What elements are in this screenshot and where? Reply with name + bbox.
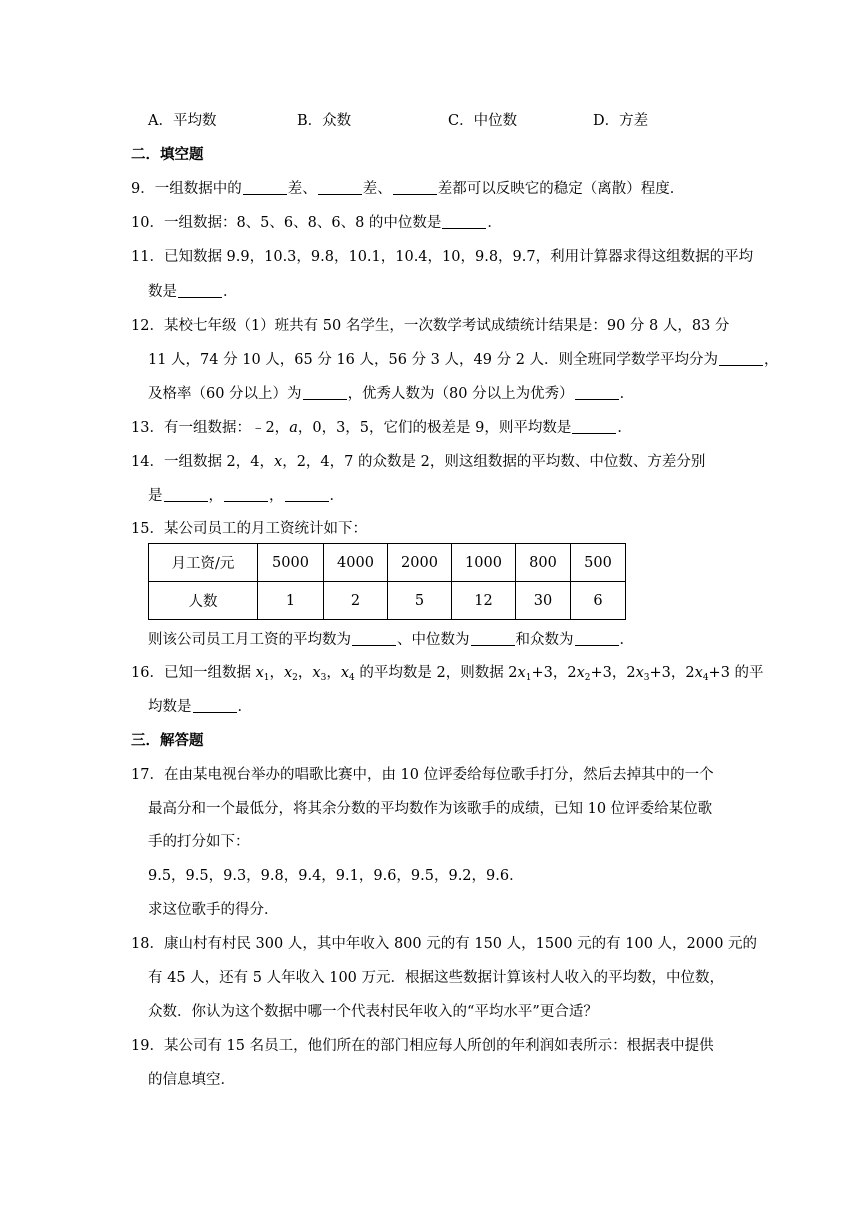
question-number: 11． — [131, 249, 164, 265]
answer-blank[interactable] — [318, 180, 362, 195]
variable-x: x — [340, 665, 350, 681]
table-row — [149, 544, 626, 582]
subscript: 2 — [584, 673, 591, 683]
question-16-line-2 — [148, 697, 252, 717]
answer-blank[interactable] — [572, 419, 616, 434]
question-18 — [131, 934, 757, 954]
table-cell: 1000 — [452, 544, 516, 582]
question-text: ，2，4，7 的众数是 2，则这组数据的平均数、中位数、方差分别 — [282, 454, 706, 470]
section-heading-fill-blank: 二．填空题 — [131, 147, 204, 163]
question-17-line-3: 手的打分如下： — [148, 834, 250, 850]
subscript: 2 — [292, 673, 298, 683]
question-number: 19． — [131, 1038, 164, 1054]
option-d: D．方差 — [593, 113, 649, 129]
question-text: 已知数据 9.9，10.3，9.8，10.1，10.4，10，9.8，9.7，利用计算器求得这组数据的平均 — [163, 249, 754, 265]
variable-x: x — [283, 665, 293, 681]
answer-blank[interactable] — [303, 385, 347, 400]
question-text: ． — [237, 699, 252, 715]
subscript: 1 — [263, 673, 270, 683]
question-text: 一组数据 2，4， — [163, 454, 275, 470]
question-text: ． — [619, 632, 634, 648]
table-cell: 4000 — [324, 544, 388, 582]
question-text: 差、 — [362, 181, 392, 197]
question-text: 在由某电视台举办的唱歌比赛中，由 10 位评委给每位歌手打分，然后去掉其中的一个 — [163, 767, 714, 783]
question-19-line-2: 的信息填空． — [148, 1072, 235, 1088]
answer-blank[interactable] — [224, 487, 268, 502]
question-text: 均数是 — [148, 699, 192, 715]
question-text: 有一组数据：﹣2， — [163, 420, 290, 436]
question-text: 差、 — [287, 181, 317, 197]
question-14-line-2 — [148, 486, 344, 506]
table-cell: 1 — [258, 582, 324, 620]
question-text: ，0，3，5，它们的极差是 9，则平均数是 — [297, 420, 572, 436]
question-text: 、中位数为 — [397, 632, 470, 648]
question-text: 某公司有 15 名员工，他们所在的部门相应每人所创的年利润如表所示：根据表中提供 — [163, 1038, 714, 1054]
question-text: 差都可以反映它的稳定（离散）程度． — [437, 181, 685, 197]
variable-x: x — [576, 665, 585, 681]
question-text: +3，2 — [531, 665, 577, 681]
question-12 — [131, 316, 729, 336]
subscript: 3 — [320, 673, 327, 683]
separator: ， — [297, 665, 313, 681]
question-text: ． — [487, 215, 502, 231]
table-cell: 30 — [516, 582, 571, 620]
option-b: B．众数 — [297, 113, 352, 129]
question-text: ， — [764, 352, 779, 368]
question-text: +3 的平 — [708, 665, 764, 681]
table-cell: 2 — [324, 582, 388, 620]
question-text: 数是 — [148, 284, 177, 300]
variable-x: x — [694, 665, 703, 681]
question-number: 13． — [131, 420, 164, 436]
table-cell: 5 — [388, 582, 452, 620]
question-text: ，优秀人数为（80 分以上为优秀） — [347, 386, 574, 402]
question-number: 12． — [131, 318, 164, 334]
question-text: 一组数据：8、5、6、8、6、8 的中位数是 — [163, 215, 442, 231]
variable-x: x — [312, 665, 321, 681]
question-text: 康山村有村民 300 人，其中年收入 800 元的有 150 人，1500 元的有 100 人，2000 元的 — [163, 936, 758, 952]
variable-x: x — [517, 665, 526, 681]
question-text: ． — [329, 488, 344, 504]
answer-blank[interactable] — [164, 487, 208, 502]
section-heading-answer: 三．解答题 — [131, 733, 204, 749]
answer-blank[interactable] — [193, 698, 237, 713]
question-10 — [131, 213, 502, 233]
answer-blank[interactable] — [575, 385, 619, 400]
question-text: 的平均数是 2，则数据 2 — [354, 665, 518, 681]
question-text: 某公司员工的月工资统计如下： — [163, 521, 367, 537]
answer-blank[interactable] — [393, 180, 437, 195]
question-13 — [131, 418, 632, 438]
answer-blank[interactable] — [575, 631, 619, 646]
option-a: A．平均数 — [148, 113, 217, 129]
table-cell: 5000 — [258, 544, 324, 582]
question-17 — [131, 765, 714, 785]
question-text: 则该公司员工月工资的平均数为 — [148, 632, 351, 648]
table-header-cell: 人数 — [149, 582, 258, 620]
table-cell: 6 — [571, 582, 626, 620]
answer-blank[interactable] — [471, 631, 515, 646]
question-14 — [131, 452, 705, 472]
subscript: 4 — [702, 673, 709, 683]
question-text: 和众数为 — [515, 632, 574, 648]
variable-x: x — [255, 665, 264, 681]
variable-x: x — [635, 665, 644, 681]
answer-blank[interactable] — [719, 351, 763, 366]
question-16 — [131, 663, 764, 688]
subscript: 4 — [349, 673, 355, 683]
question-number: 18． — [131, 936, 164, 952]
question-number: 16． — [131, 665, 164, 681]
table-cell: 2000 — [388, 544, 452, 582]
answer-blank[interactable] — [352, 631, 396, 646]
question-number: 10． — [131, 215, 164, 231]
table-cell: 12 — [452, 582, 516, 620]
question-9 — [131, 179, 684, 199]
question-text: +3，2 — [590, 665, 636, 681]
question-text: +3，2 — [649, 665, 695, 681]
question-18-line-3: 众数．你认为这个数据中哪一个代表村民年收入的“平均水平”更合适？ — [148, 1004, 598, 1020]
variable-a: a — [289, 420, 298, 436]
variable-x: x — [274, 454, 283, 470]
answer-blank[interactable] — [178, 283, 222, 298]
salary-table — [148, 543, 626, 620]
question-text: 11 人，74 分 10 人，65 分 16 人，56 分 3 人，49 分 2 人．则全班同学数学平均分为 — [148, 352, 719, 368]
separator: ， — [208, 488, 223, 504]
question-17-line-2: 最高分和一个最低分，将其余分数的平均数作为该歌手的成绩，已知 10 位评委给某位歌 — [148, 801, 713, 817]
subscript: 3 — [643, 673, 650, 683]
table-row — [149, 582, 626, 620]
question-11-line-2 — [148, 282, 238, 302]
question-text: 及格率（60 分以上）为 — [148, 386, 302, 402]
question-text: ． — [223, 284, 238, 300]
separator: ， — [269, 488, 284, 504]
question-15-followup — [148, 630, 634, 650]
question-17-line-5: 求这位歌手的得分． — [148, 902, 279, 918]
question-text: 一组数据中的 — [154, 181, 242, 197]
table-cell: 800 — [516, 544, 571, 582]
table-cell: 500 — [571, 544, 626, 582]
question-11 — [131, 247, 753, 267]
question-text: ． — [619, 386, 635, 402]
question-text: ． — [617, 420, 632, 436]
answer-blank[interactable] — [285, 487, 329, 502]
question-text: 已知一组数据 — [163, 665, 256, 681]
answer-blank[interactable] — [243, 180, 287, 195]
question-text: 是 — [148, 488, 163, 504]
question-number: 17． — [131, 767, 164, 783]
question-15 — [131, 519, 367, 539]
answer-blank[interactable] — [442, 214, 486, 229]
question-12-line-3 — [148, 384, 634, 404]
question-number: 9． — [131, 181, 155, 197]
subscript: 1 — [525, 673, 532, 683]
question-number: 15． — [131, 521, 164, 537]
table-header-cell: 月工资/元 — [149, 544, 258, 582]
question-text: 某校七年级（1）班共有 50 名学生，一次数学考试成绩统计结果是：90 分 8 人，83 分 — [163, 318, 730, 334]
separator: ， — [269, 665, 284, 681]
option-c: C．中位数 — [448, 113, 518, 129]
question-19 — [131, 1036, 714, 1056]
question-number: 14． — [131, 454, 164, 470]
question-12-line-2 — [148, 350, 779, 370]
question-18-line-2: 有 45 人，还有 5 人年收入 100 万元．根据这些数据计算该村人收入的平均数，中位数， — [148, 970, 725, 986]
question-17-scores: 9.5，9.5，9.3，9.8，9.4，9.1，9.6，9.5，9.2，9.6． — [148, 868, 524, 884]
separator: ， — [326, 665, 341, 681]
